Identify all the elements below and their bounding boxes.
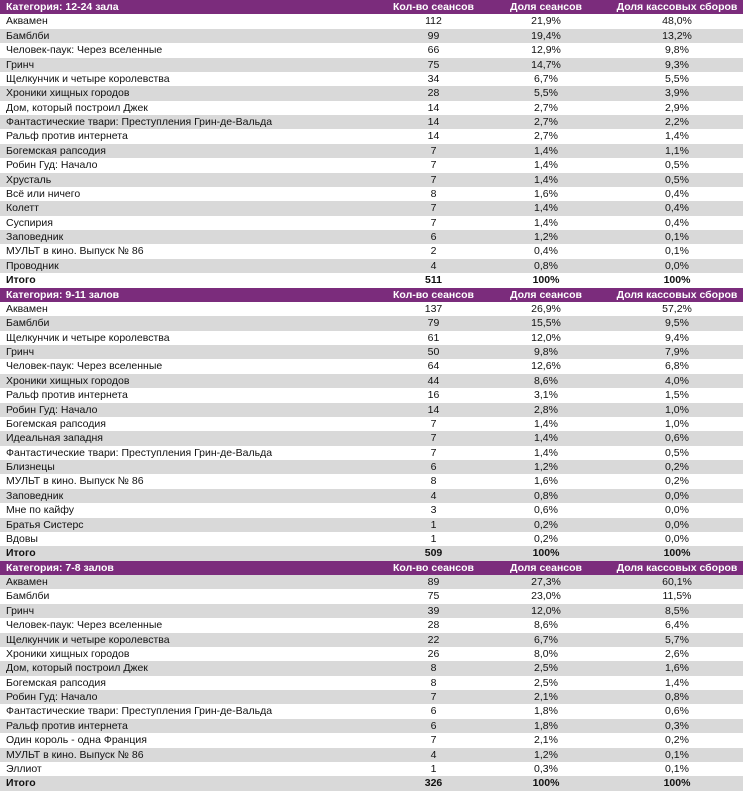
table-row bbox=[0, 417, 743, 431]
session-share: 9,8% bbox=[534, 346, 558, 358]
boxoffice-share: 0,0% bbox=[665, 518, 689, 531]
sessions-count: 7 bbox=[430, 202, 437, 215]
session-share: 0,2% bbox=[534, 532, 558, 545]
boxoffice-share: 0,5% bbox=[665, 173, 689, 186]
boxoffice-share: 1,1% bbox=[665, 144, 689, 157]
film-title: Фантастические твари: Преступления Грин-де-Вальда bbox=[6, 116, 273, 128]
sessions-count: 89 bbox=[427, 576, 440, 588]
sessions-count: 6 bbox=[430, 231, 437, 243]
boxoffice-share: 13,2% bbox=[662, 29, 692, 42]
film-title: Заповедник bbox=[6, 231, 64, 243]
film-title: Заповедник bbox=[6, 489, 64, 502]
session-share: 0,8% bbox=[534, 259, 558, 272]
session-share: 8,6% bbox=[534, 619, 558, 632]
sessions-count: 44 bbox=[427, 374, 440, 387]
table-row bbox=[0, 331, 743, 345]
column-header-session-share: Доля сеансов bbox=[509, 1, 583, 13]
table-row bbox=[0, 676, 743, 690]
boxoffice-share: 3,9% bbox=[665, 87, 689, 100]
table-row bbox=[0, 589, 743, 603]
session-share: 2,7% bbox=[534, 101, 558, 114]
boxoffice-share: 48,0% bbox=[662, 15, 692, 28]
boxoffice-share: 1,4% bbox=[665, 676, 689, 689]
table-row bbox=[0, 43, 743, 57]
table-row bbox=[0, 58, 743, 72]
table-row bbox=[0, 575, 743, 589]
table-row bbox=[0, 115, 743, 129]
table-row bbox=[0, 460, 743, 474]
column-header-boxoffice-share: Доля кассовых сборов bbox=[616, 561, 738, 574]
sessions-count: 8 bbox=[430, 475, 437, 488]
table-row bbox=[0, 518, 743, 532]
boxoffice-share: 0,3% bbox=[665, 719, 689, 732]
table-row bbox=[0, 388, 743, 402]
session-share: 1,4% bbox=[534, 432, 558, 445]
sessions-count: 7 bbox=[430, 159, 437, 172]
session-share: 26,9% bbox=[531, 302, 561, 315]
sessions-count: 14 bbox=[427, 403, 440, 416]
film-title: Робин Гуд: Начало bbox=[6, 691, 98, 703]
session-share: 12,0% bbox=[531, 331, 561, 344]
boxoffice-share: 0,4% bbox=[665, 202, 689, 215]
table-row bbox=[0, 244, 743, 258]
table-row bbox=[0, 359, 743, 373]
film-title: Идеальная западня bbox=[6, 432, 103, 445]
session-share: 12,9% bbox=[531, 44, 561, 57]
session-share: 1,2% bbox=[534, 748, 558, 761]
boxoffice-share: 0,1% bbox=[665, 748, 689, 761]
session-share: 1,8% bbox=[534, 719, 558, 732]
category-section bbox=[0, 0, 743, 288]
session-share: 1,2% bbox=[534, 231, 558, 243]
sessions-count: 4 bbox=[430, 489, 437, 502]
session-share: 2,5% bbox=[534, 662, 558, 675]
table-row bbox=[0, 216, 743, 230]
film-title: Один король - одна Франция bbox=[6, 734, 147, 747]
session-share: 2,1% bbox=[534, 734, 558, 747]
film-title: Ральф против интернета bbox=[6, 389, 128, 402]
film-title: Бамблби bbox=[6, 317, 50, 330]
total-boxoffice-share: 100% bbox=[663, 274, 691, 287]
table-row bbox=[0, 259, 743, 273]
table-row bbox=[0, 187, 743, 201]
table-row bbox=[0, 29, 743, 43]
film-title: Человек-паук: Через вселенные bbox=[6, 44, 163, 57]
table-row bbox=[0, 748, 743, 762]
sessions-count: 8 bbox=[430, 662, 437, 675]
boxoffice-share: 0,0% bbox=[665, 489, 689, 502]
sessions-count: 16 bbox=[427, 389, 440, 402]
table-row bbox=[0, 446, 743, 460]
boxoffice-share: 0,2% bbox=[665, 734, 689, 747]
session-share: 1,8% bbox=[534, 705, 558, 718]
film-title: Робин Гуд: Начало bbox=[6, 403, 98, 416]
session-share: 1,4% bbox=[534, 144, 558, 157]
table-row bbox=[0, 86, 743, 100]
session-share: 1,2% bbox=[534, 461, 558, 473]
boxoffice-share: 0,1% bbox=[665, 231, 689, 243]
film-title: Ральф против интернета bbox=[6, 130, 128, 143]
sessions-count: 61 bbox=[427, 331, 440, 344]
sessions-count: 14 bbox=[427, 116, 440, 128]
sessions-count: 3 bbox=[430, 504, 437, 517]
boxoffice-share: 1,4% bbox=[665, 130, 689, 143]
boxoffice-share: 0,5% bbox=[665, 159, 689, 172]
session-share: 14,7% bbox=[531, 58, 561, 71]
session-share: 8,0% bbox=[534, 647, 558, 660]
table-row bbox=[0, 129, 743, 143]
session-share: 12,0% bbox=[531, 604, 561, 617]
column-header-sessions: Кол-во сеансов bbox=[393, 288, 474, 301]
film-title: Хроники хищных городов bbox=[6, 374, 130, 387]
column-header-sessions: Кол-во сеансов bbox=[393, 561, 474, 574]
table-row bbox=[0, 72, 743, 86]
film-title: МУЛЬТ в кино. Выпуск № 86 bbox=[6, 245, 144, 258]
table-row bbox=[0, 618, 743, 632]
session-share: 8,6% bbox=[534, 374, 558, 387]
session-share: 12,6% bbox=[531, 360, 561, 373]
sessions-count: 28 bbox=[427, 87, 440, 100]
total-label: Итого bbox=[6, 274, 36, 287]
film-title: Аквамен bbox=[6, 576, 48, 588]
boxoffice-share: 7,9% bbox=[665, 346, 689, 358]
session-share: 1,4% bbox=[534, 202, 558, 215]
table-row bbox=[0, 230, 743, 244]
sessions-count: 39 bbox=[427, 604, 440, 617]
boxoffice-share: 4,0% bbox=[665, 374, 689, 387]
boxoffice-share: 0,6% bbox=[665, 705, 689, 718]
session-share: 3,1% bbox=[534, 389, 558, 402]
table-row bbox=[0, 719, 743, 733]
category-section bbox=[0, 288, 743, 561]
film-title: Аквамен bbox=[6, 15, 48, 28]
boxoffice-share: 1,0% bbox=[665, 417, 689, 430]
boxoffice-share: 5,5% bbox=[665, 72, 689, 85]
category-header-row bbox=[0, 561, 743, 575]
session-share: 0,6% bbox=[534, 504, 558, 517]
total-session-share: 100% bbox=[532, 274, 560, 287]
sessions-count: 4 bbox=[430, 259, 437, 272]
table-row bbox=[0, 14, 743, 28]
column-header-boxoffice-share: Доля кассовых сборов bbox=[616, 1, 738, 13]
sessions-count: 4 bbox=[430, 748, 437, 761]
table-row bbox=[0, 704, 743, 718]
boxoffice-share: 0,0% bbox=[665, 504, 689, 517]
boxoffice-share: 60,1% bbox=[662, 576, 692, 588]
sessions-count: 7 bbox=[430, 446, 437, 459]
boxoffice-share: 2,9% bbox=[665, 101, 689, 114]
total-row bbox=[0, 546, 743, 560]
total-label: Итого bbox=[6, 777, 36, 790]
boxoffice-share: 0,2% bbox=[665, 475, 689, 488]
session-share: 5,5% bbox=[534, 87, 558, 100]
sessions-count: 28 bbox=[427, 619, 440, 632]
sessions-count: 8 bbox=[430, 676, 437, 689]
category-title: Категория: 9-11 залов bbox=[6, 288, 120, 301]
sessions-count: 75 bbox=[427, 58, 440, 71]
film-title: Мне по кайфу bbox=[6, 504, 75, 517]
sessions-count: 34 bbox=[427, 72, 440, 85]
film-title: Человек-паук: Через вселенные bbox=[6, 619, 163, 632]
session-share: 1,6% bbox=[534, 475, 558, 488]
sessions-count: 112 bbox=[425, 15, 442, 28]
session-share: 1,4% bbox=[534, 173, 558, 186]
sessions-count: 6 bbox=[430, 705, 437, 718]
sessions-count: 50 bbox=[427, 346, 440, 358]
table-row bbox=[0, 101, 743, 115]
film-title: Гринч bbox=[6, 346, 35, 358]
sessions-count: 7 bbox=[430, 432, 437, 445]
boxoffice-share: 9,4% bbox=[665, 331, 689, 344]
film-title: Всё или ничего bbox=[6, 187, 81, 200]
sessions-count: 7 bbox=[430, 173, 437, 186]
sessions-count: 75 bbox=[427, 590, 440, 603]
film-title: Гринч bbox=[6, 604, 35, 617]
film-title: Гринч bbox=[6, 58, 35, 71]
film-title: Богемская рапсодия bbox=[6, 676, 106, 689]
sessions-count: 7 bbox=[430, 417, 437, 430]
film-title: Богемская рапсодия bbox=[6, 144, 106, 157]
session-share: 1,4% bbox=[534, 446, 558, 459]
sessions-count: 1 bbox=[430, 518, 437, 531]
session-share: 2,8% bbox=[534, 403, 558, 416]
film-title: МУЛЬТ в кино. Выпуск № 86 bbox=[6, 748, 144, 761]
table-row bbox=[0, 144, 743, 158]
session-share: 2,1% bbox=[534, 691, 558, 703]
table-row bbox=[0, 173, 743, 187]
boxoffice-share: 6,8% bbox=[665, 360, 689, 373]
session-share: 0,8% bbox=[534, 489, 558, 502]
category-section bbox=[0, 561, 743, 791]
film-title: Суспирия bbox=[6, 216, 53, 229]
boxoffice-share: 9,5% bbox=[665, 317, 689, 330]
boxoffice-share: 0,5% bbox=[665, 446, 689, 459]
session-share: 15,5% bbox=[531, 317, 561, 330]
boxoffice-share: 0,8% bbox=[665, 691, 689, 703]
film-title: Эллиот bbox=[6, 762, 42, 775]
sessions-count: 7 bbox=[430, 144, 437, 157]
session-share: 0,3% bbox=[534, 762, 558, 775]
film-title: Колетт bbox=[6, 202, 39, 215]
film-title: Человек-паук: Через вселенные bbox=[6, 360, 163, 373]
category-title: Категория: 12-24 зала bbox=[6, 1, 119, 13]
film-title: Хрусталь bbox=[6, 173, 52, 186]
film-title: Дом, который построил Джек bbox=[6, 662, 148, 675]
boxoffice-share: 2,2% bbox=[665, 116, 689, 128]
session-share: 2,7% bbox=[534, 130, 558, 143]
session-share: 19,4% bbox=[531, 29, 561, 42]
category-header-row bbox=[0, 288, 743, 302]
sessions-count: 8 bbox=[430, 187, 437, 200]
film-title: Щелкунчик и четыре королевства bbox=[6, 331, 170, 344]
total-row bbox=[0, 273, 743, 287]
table-row bbox=[0, 316, 743, 330]
session-share: 21,9% bbox=[531, 15, 561, 28]
table-row bbox=[0, 604, 743, 618]
sessions-count: 6 bbox=[430, 461, 437, 473]
boxoffice-share: 0,1% bbox=[665, 245, 689, 258]
boxoffice-share: 0,4% bbox=[665, 187, 689, 200]
boxoffice-share: 1,5% bbox=[665, 389, 689, 402]
table-row bbox=[0, 201, 743, 215]
table-row bbox=[0, 661, 743, 675]
table-row bbox=[0, 158, 743, 172]
total-session-share: 100% bbox=[532, 547, 560, 560]
film-title: Хроники хищных городов bbox=[6, 87, 130, 100]
column-header-session-share: Доля сеансов bbox=[509, 561, 583, 574]
film-title: Близнецы bbox=[6, 461, 55, 473]
sessions-count: 64 bbox=[427, 360, 440, 373]
film-title: Ральф против интернета bbox=[6, 719, 128, 732]
table-row bbox=[0, 374, 743, 388]
film-title: Братья Систерс bbox=[6, 518, 84, 531]
session-share: 2,7% bbox=[534, 116, 558, 128]
total-sessions: 326 bbox=[424, 777, 443, 790]
boxoffice-share: 11,5% bbox=[662, 590, 692, 603]
film-title: Фантастические твари: Преступления Грин-де-Вальда bbox=[6, 446, 273, 459]
film-title: Щелкунчик и четыре королевства bbox=[6, 633, 170, 646]
session-share: 0,2% bbox=[534, 518, 558, 531]
boxoffice-share: 0,4% bbox=[665, 216, 689, 229]
total-sessions: 509 bbox=[424, 547, 443, 560]
sessions-count: 137 bbox=[424, 302, 443, 315]
sessions-count: 79 bbox=[427, 317, 440, 330]
film-title: Аквамен bbox=[6, 302, 48, 315]
table-row bbox=[0, 474, 743, 488]
sessions-count: 1 bbox=[430, 532, 437, 545]
boxoffice-share: 0,0% bbox=[665, 532, 689, 545]
table-row bbox=[0, 633, 743, 647]
film-title: Дом, который построил Джек bbox=[6, 101, 148, 114]
film-title: Хроники хищных городов bbox=[6, 647, 130, 660]
sessions-count: 66 bbox=[427, 44, 440, 57]
sessions-count: 26 bbox=[427, 647, 440, 660]
film-title: Вдовы bbox=[6, 532, 38, 545]
column-header-session-share: Доля сеансов bbox=[509, 288, 583, 301]
session-share: 1,4% bbox=[534, 159, 558, 172]
boxoffice-share: 1,6% bbox=[665, 662, 689, 675]
table-row bbox=[0, 647, 743, 661]
film-title: Фантастические твари: Преступления Грин-де-Вальда bbox=[6, 705, 273, 718]
sessions-count: 2 bbox=[430, 245, 437, 258]
boxoffice-share: 6,4% bbox=[665, 619, 689, 632]
boxoffice-share: 8,5% bbox=[665, 604, 689, 617]
boxoffice-share: 0,6% bbox=[665, 432, 689, 445]
category-header-row bbox=[0, 0, 743, 14]
film-title: Бамблби bbox=[6, 29, 50, 42]
category-title: Категория: 7-8 залов bbox=[6, 561, 114, 574]
film-title: Богемская рапсодия bbox=[6, 417, 106, 430]
table-row bbox=[0, 762, 743, 776]
film-title: Робин Гуд: Начало bbox=[6, 159, 98, 172]
boxoffice-share: 9,8% bbox=[665, 44, 689, 57]
session-share: 0,4% bbox=[534, 245, 558, 258]
total-session-share: 100% bbox=[532, 777, 560, 790]
boxoffice-share: 0,2% bbox=[665, 461, 689, 473]
sessions-count: 7 bbox=[430, 216, 437, 229]
total-label: Итого bbox=[6, 547, 36, 560]
session-share: 1,4% bbox=[534, 216, 558, 229]
boxoffice-share: 5,7% bbox=[665, 633, 689, 646]
sessions-count: 1 bbox=[430, 762, 437, 775]
boxoffice-share: 0,1% bbox=[665, 762, 689, 775]
total-row bbox=[0, 776, 743, 790]
total-boxoffice-share: 100% bbox=[663, 777, 691, 790]
boxoffice-share: 0,0% bbox=[665, 259, 689, 272]
table-row bbox=[0, 489, 743, 503]
session-share: 23,0% bbox=[531, 590, 561, 603]
table-row bbox=[0, 431, 743, 445]
boxoffice-share: 1,0% bbox=[665, 403, 689, 416]
film-title: Бамблби bbox=[6, 590, 50, 603]
sessions-count: 14 bbox=[427, 130, 440, 143]
table-row bbox=[0, 503, 743, 517]
table-row bbox=[0, 690, 743, 704]
table-row bbox=[0, 403, 743, 417]
column-header-sessions: Кол-во сеансов bbox=[393, 1, 474, 13]
session-share: 1,6% bbox=[534, 187, 558, 200]
sessions-count: 6 bbox=[430, 719, 437, 732]
boxoffice-share: 2,6% bbox=[665, 647, 689, 660]
table-row bbox=[0, 532, 743, 546]
boxoffice-share: 9,3% bbox=[665, 58, 689, 71]
column-header-boxoffice-share: Доля кассовых сборов bbox=[616, 288, 738, 301]
table-row bbox=[0, 733, 743, 747]
table-row bbox=[0, 345, 743, 359]
sessions-count: 14 bbox=[427, 101, 440, 114]
total-boxoffice-share: 100% bbox=[663, 547, 691, 560]
film-title: Проводник bbox=[6, 259, 59, 272]
sessions-count: 7 bbox=[430, 734, 437, 747]
session-share: 1,4% bbox=[534, 417, 558, 430]
film-title: Щелкунчик и четыре королевства bbox=[6, 72, 170, 85]
session-share: 2,5% bbox=[534, 676, 558, 689]
film-title: МУЛЬТ в кино. Выпуск № 86 bbox=[6, 475, 144, 488]
session-share: 6,7% bbox=[534, 633, 558, 646]
total-sessions: 511 bbox=[425, 274, 442, 287]
sessions-count: 22 bbox=[427, 633, 440, 646]
sessions-count: 99 bbox=[427, 29, 440, 42]
sessions-count: 7 bbox=[430, 691, 437, 703]
session-share: 27,3% bbox=[531, 576, 561, 588]
session-share: 6,7% bbox=[534, 72, 558, 85]
table-row bbox=[0, 302, 743, 316]
boxoffice-share: 57,2% bbox=[662, 302, 692, 315]
